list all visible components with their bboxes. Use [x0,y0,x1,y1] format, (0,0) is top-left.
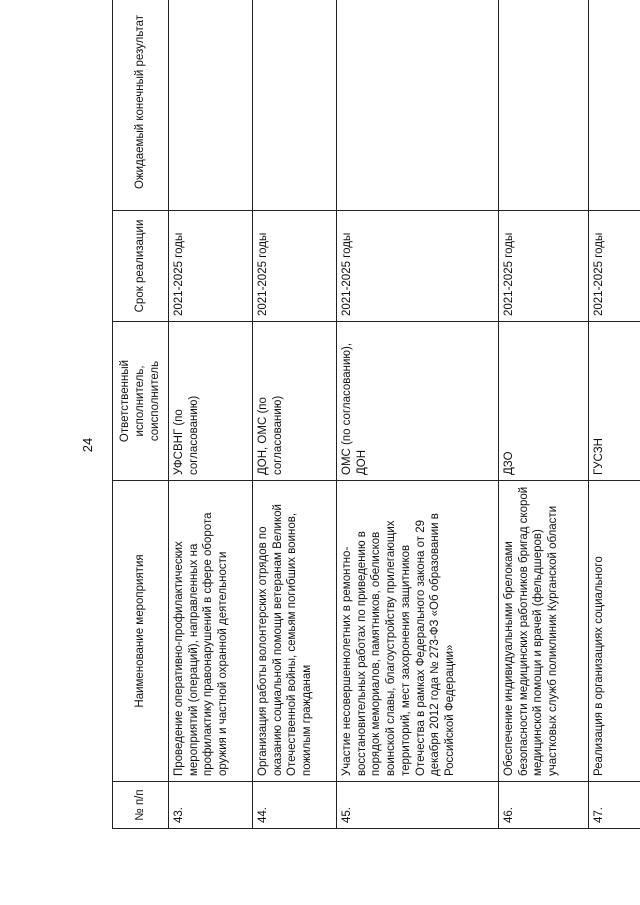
table-header-row [113,0,169,829]
row-term: 2021-2025 годы [169,211,253,322]
row-responsible: ОМС (по согласованию), ДОН [337,322,499,481]
row-responsible: ДЗО [499,322,589,481]
row-responsible: УФСВНГ (по согласованию) [169,322,253,481]
table-row [253,0,337,829]
table-row [169,0,253,829]
row-num: 46. [499,782,589,829]
row-responsible: ДОН, ОМС (по согласованию) [253,322,337,481]
row-name: Реализация в организациях социального [589,481,640,782]
row-name: Проведение оперативно-профилактических мероприятий (операций), направленных на профилактику правонарушений в сфере оборота оружия и частной охранной деятельности [169,481,253,782]
row-num: 44. [253,782,337,829]
page-number: 24 [79,437,95,453]
row-name: Участие несовершеннолетних в ремонтно-восстановительных работах по приведению в порядок мемориалов, памятников, обелисков воинской славы, благоустройству прилегающих территорий, мест захоронения защитников Отечества в рамках Федерального закона от 29 декабря 2012 года № 273-ФЗ «Об образовании в Российской Федерации» [337,481,499,782]
row-term: 2021-2025 годы [499,211,589,322]
row-result [337,0,499,211]
row-responsible: ГУСЗН [589,322,640,481]
table-row [499,0,589,829]
table-row [337,0,499,829]
header-name: Наименование мероприятия [113,481,169,782]
row-result [253,0,337,211]
row-result [589,0,640,211]
row-term: 2021-2025 годы [337,211,499,322]
table-row [589,0,640,829]
row-result [499,0,589,211]
measures-table [112,0,640,829]
row-term: 2021-2025 годы [589,211,640,322]
header-responsible: Ответственный исполнитель, соисполнитель [113,322,169,481]
row-result [169,0,253,211]
header-term: Срок реализации [113,211,169,322]
header-result: Ожидаемый конечный результат [113,0,169,211]
row-num: 45. [337,782,499,829]
header-num: № п/п [113,782,169,829]
row-name: Обеспечение индивидуальными брелоками безопасности медицинских работников бригад скорой медицинской помощи и врачей (фельдшеров) участковых служб поликлиник Курганской области [499,481,589,782]
row-term: 2021-2025 годы [253,211,337,322]
rotated-table-wrapper [112,14,640,829]
row-num: 47. [589,782,640,829]
row-name: Организация работы волонтерских отрядов по оказанию социальной помощи ветеранам Великой Отечественной войны, семьям погибших воинов, пожилым гражданам [253,481,337,782]
row-num: 43. [169,782,253,829]
